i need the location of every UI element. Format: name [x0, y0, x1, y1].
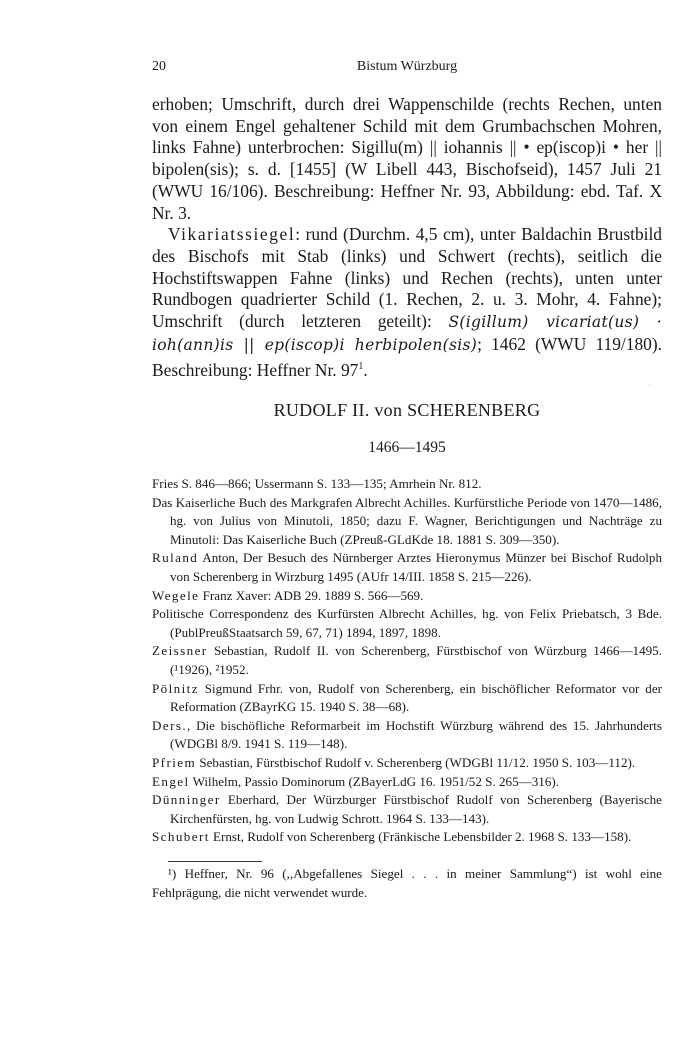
- entry-text: Fries S. 846—866; Ussermann S. 133—135; Amrhein Nr. 812.: [152, 476, 482, 491]
- entry-author: Ruland: [152, 550, 199, 566]
- section-title: RUDOLF II. von SCHERENBERG: [273, 400, 541, 420]
- vicariate-text-a: : rund (Durchm. 4,5 cm), unter Baldachin Brustbild des Bischofs mit Stab (links) und Schwert (rechts), seitlich die Hochstiftswappen Fahne (links) und Rechen (rechts), unten unter Rundbogen quadrierter Schild (1. Rechen, 2. u. 3. Mohr, 4. Fahne); Umschrift (durch letzteren geteilt):: [152, 224, 662, 332]
- main-text: [152, 94, 662, 382]
- entry-text: Wilhelm, Passio Dominorum (ZBayerLdG 16. 1951/52 S. 265—316).: [189, 773, 560, 789]
- entry-text: Franz Xaver: ADB 29. 1889 S. 566—569.: [199, 587, 424, 603]
- vicariate-text-end: .: [363, 360, 368, 381]
- entry-text: Sebastian, Fürstbischof Rudolf v. Scherenberg (WDGBl 11/12. 1950 S. 103—112).: [196, 754, 636, 770]
- entry-text: Eberhard, Der Würzburger Fürstbischof Rudolf von Scherenberg (Bayerische Kirchenfürsten, hg. von Ludwig Schrott. 1964 S. 133—143).: [170, 792, 662, 826]
- seal-inscription: S(igillum) vicariat(us) · ioh(ann)is || ep(iscop)i herbipolen(sis): [152, 313, 662, 354]
- entry-author: Zeissner: [152, 643, 208, 659]
- entry-author: Engel: [152, 773, 190, 789]
- bibliography-entry: [152, 587, 662, 606]
- paragraph-seal-description: erhoben; Umschrift, durch drei Wappenschilde (rechts Rechen, unten von einem Engel gehaltener Schild mit dem Grumbachschen Mohren, links Fahne) unterbrochen: Sigillu(m) || iohannis || • ep(iscop)i • her || bipolen(sis); s. d. [1455] (W Libell 443, Bischofseid), 1457 Juli 21 (WWU 16/106). Beschreibung: Heffner Nr. 93, Abbildung: ebd. Taf. X Nr. 3.: [152, 94, 662, 223]
- entry-text: Sebastian, Rudolf II. von Scherenberg, Fürstbischof von Würzburg 1466—1495. (¹1926), ²1952.: [170, 643, 662, 677]
- bibliography-entry: [152, 754, 662, 773]
- bibliography-entry: [152, 475, 662, 494]
- entry-author: Pfriem: [152, 754, 197, 770]
- bibliography-entry: [152, 791, 662, 828]
- bibliography-entry: [152, 642, 662, 679]
- entry-text: Ernst, Rudolf von Scherenberg (Fränkische Lebensbilder 2. 1968 S. 133—158).: [209, 829, 632, 845]
- bibliography-entry: [152, 717, 662, 754]
- page-number: 20: [152, 59, 166, 74]
- term-vikariatssiegel: Vikariatssiegel: [168, 224, 296, 245]
- entry-author: Wegele: [152, 587, 200, 603]
- running-head: Bistum Würzburg: [356, 59, 458, 74]
- bibliography-entry: [152, 828, 662, 847]
- footnote-marker: 1: [358, 361, 364, 373]
- entry-author: Schubert: [152, 829, 210, 845]
- section-dates: 1466—1495: [368, 439, 446, 456]
- scan-speck: [649, 384, 650, 385]
- page-header: [152, 59, 662, 77]
- vicariate-text-b: ; 1462 (WWU 119/180). Beschreibung: Heffner Nr. 97: [152, 333, 662, 381]
- bibliography-entry: [152, 680, 662, 717]
- bibliography-entry: [152, 605, 662, 642]
- entry-author: Dünninger: [152, 792, 221, 808]
- entry-text: Das Kaiserliche Buch des Markgrafen Albrecht Achilles. Kurfürstliche Periode von 1470—1486, hg. von Julius von Minutoli, 1850; dazu F. Wagner, Berichtigungen und Nachträge zu Minutoli: Das Kaiserliche Buch (ZPreuß-GLdKde 18. 1881 S. 309—350).: [152, 494, 662, 547]
- entry-author: Ders.: [152, 717, 187, 733]
- entry-text: Sigmund Frhr. von, Rudolf von Scherenberg, ein bischöflicher Reformator vor der Reformation (ZBayrKG 15. 1940 S. 38—68).: [170, 680, 662, 715]
- entry-text: Politische Correspondenz des Kurfürsten Albrecht Achilles, hg. von Felix Priebatsch, 3 Bde. (PublPreußStaatsarch 59, 67, 71) 1894, 1897, 1898.: [152, 606, 662, 640]
- footnote-rule: [168, 861, 262, 862]
- bibliography: [152, 475, 662, 847]
- entry-text: , Die bischöfliche Reformarbeit im Hochstift Würzburg während des 15. Jahrhunderts (WDGBl 8/9. 1941 S. 119—148).: [170, 717, 662, 752]
- bibliography-entry: [152, 773, 662, 792]
- bibliography-entry: [152, 549, 662, 586]
- footnote-1: ¹) Heffner, Nr. 96 (,,Abgefallenes Siegel . . . in meiner Sammlung“) ist wohl eine Fehlprägung, die nicht verwendet wurde.: [152, 866, 662, 900]
- paragraph-vicariate-seal: [152, 224, 662, 382]
- footnotes: [152, 864, 662, 902]
- entry-author: Pölnitz: [152, 680, 199, 696]
- entry-text: Anton, Der Besuch des Nürnberger Arztes Hieronymus Münzer bei Bischof Rudolph von Scherenberg in Wirzburg 1495 (AUfr 14/III. 1858 S. 215—226).: [170, 550, 662, 584]
- bibliography-entry: [152, 494, 662, 550]
